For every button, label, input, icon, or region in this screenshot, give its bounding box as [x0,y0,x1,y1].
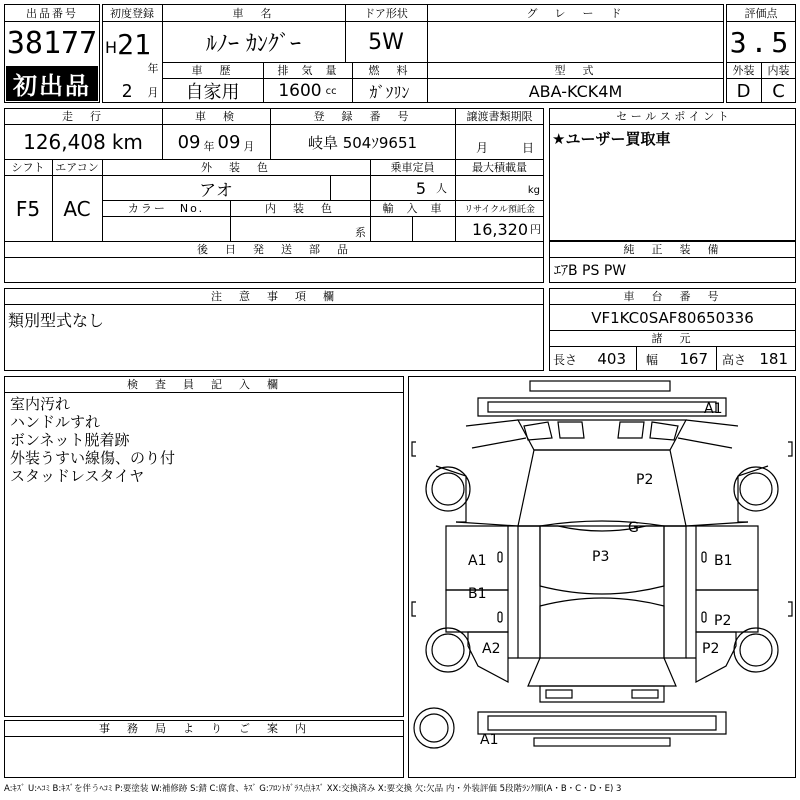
left-side-shape [436,466,508,590]
insp-year-unit: 年 [203,140,215,153]
first-reg-label: 初度登録 [110,6,154,20]
sales-point-text: ★ユーザー買取車 [552,129,671,148]
color-label: 外 装 色 [201,161,271,174]
mileage-unit: km [111,130,143,154]
seats-value: 5 [415,178,426,198]
height-value: 181 [759,350,788,368]
mark-roof: P3 [592,549,610,565]
recycle-unit: 円 [530,223,541,236]
score-label: 評価点 [744,6,778,20]
plate-number: 岐阜 504ｿ9651 [307,133,418,152]
body-front-shape [466,420,738,426]
car-diagram [408,376,796,778]
month-unit: 月 [147,86,159,99]
transfer-month-unit: 月 [475,140,488,155]
inspector-line: ハンドルすれ [10,413,101,431]
displacement-unit: cc [325,85,337,97]
shift-label: シフト [11,161,45,174]
chassis-number: VF1KC0SAF80650336 [591,308,754,327]
inspection [162,125,270,159]
width-value: 167 [679,350,708,368]
displacement-label: 排 気 量 [277,64,338,77]
load-label: 最大積載量 [472,161,527,174]
displacement [263,79,352,103]
recycle [455,217,544,241]
cabin-shape [518,526,540,658]
car-name-label: 車 名 [232,6,275,20]
mark-right-front-door: B1 [714,553,733,569]
interior-color-unit: 系 [355,226,366,239]
inspection-label: 車 検 [195,110,237,123]
era: H [104,37,118,57]
ext-grade-label: 外装 [732,64,755,77]
air-conditioner: AC [63,196,91,221]
body-outline [518,450,686,526]
color-no-label: カラー No. [127,202,205,215]
right-side-shape [696,466,768,590]
height [716,347,796,371]
year-unit: 年 [147,62,159,75]
transfer-day-unit: 日 [521,140,534,155]
width [636,347,716,371]
reg-year: 21 [117,27,151,61]
mark-hood: P2 [636,472,654,488]
model-code: ABA-KCK4M [528,81,623,101]
length [549,347,636,371]
ext-grade: D [736,80,751,102]
mark-left-rear-door: B1 [468,586,487,602]
length-value: 403 [597,350,626,368]
mark-left-rear-fender: A2 [482,641,501,657]
length-label: 長さ [553,352,578,367]
inspector-label: 検 査 員 記 入 欄 [127,378,281,391]
mark-right-rear-fender: P2 [702,641,720,657]
load-unit: kg [527,184,540,196]
inspector-line: ボンネット脱着跡 [10,431,130,449]
notes-text: 類別型式なし [8,310,105,330]
rear-bumper-shape [478,712,726,734]
mileage-value: 126,408 [23,130,106,154]
door-label: ドア形状 [364,6,408,20]
insp-month: 09 [217,131,241,153]
car-history: 自家用 [185,82,240,103]
import-label: 輸 入 車 [382,202,443,215]
fuel-label: 燃 料 [368,64,411,77]
reg-month: 2 [121,80,133,102]
inspector-line: 室内汚れ [10,395,71,413]
door-type: 5W [368,29,404,55]
first-listing-badge: 初出品 [6,66,98,101]
recycle-label: リサイクル預託金 [464,204,535,215]
chassis-label: 車 台 番 号 [623,290,722,303]
mark-right-rear-door: P2 [714,613,732,629]
grade [427,22,724,62]
wheel-front-left [426,467,470,511]
sales-point-label: セ ー ル ス ポ イ ン ト [616,110,729,123]
front-bumper-shape [478,398,726,416]
fuel-type: ｶﾞｿﾘﾝ [369,82,410,102]
shift: F5 [15,196,41,221]
notes-label: 注 意 事 項 欄 [211,290,337,303]
displacement-value: 1600 [278,81,322,101]
lot-number: 38177 [6,25,98,61]
equipment-label: 純 正 装 備 [623,243,722,256]
mark-left-front-door: A1 [468,553,487,569]
recycle-value: 16,320 [472,219,528,239]
ac-label: エアコン [55,161,99,174]
mark-rear: A1 [480,732,499,748]
history-label: 車 歴 [191,64,234,77]
equipment-text: ｴｱB PS PW [554,263,627,279]
mark-front: A1 [704,401,723,417]
height-label: 高さ [722,352,747,367]
car-name: ﾙﾉｰ ｶﾝｸﾞｰ [206,31,301,57]
insp-year: 09 [177,131,201,153]
exterior-color: アオ [199,180,233,201]
grade-label: グ レ ー ド [526,6,625,20]
mark-windshield: G [628,520,639,536]
inspector-line: 外装うすい線傷、のり付 [10,449,176,467]
int-grade: C [772,80,785,102]
seats-label: 乗車定員 [390,161,435,174]
front-plate-shape [530,381,670,391]
mileage [4,125,162,159]
dims-label: 諸 元 [651,332,694,345]
seats-unit: 人 [436,182,447,195]
insp-month-unit: 月 [243,140,255,153]
lot-number-label: 出品番号 [26,6,78,20]
model-label: 型 式 [554,64,597,77]
office-label: 事 務 局 よ り ご 案 内 [99,722,309,735]
mileage-label: 走 行 [62,110,104,123]
seats [370,176,455,200]
inspector-notes [10,395,400,485]
later-parts-label: 後 日 発 送 部 品 [197,243,351,256]
rear-shape [540,686,664,702]
int-grade-label: 内装 [767,64,790,77]
legend: A:ｷｽﾞ U:ﾍｺﾐ B:ｷｽﾞを伴うﾍｺﾐ P:要塗装 W:補修跡 S:錆 C:腐食、ｷｽﾞ G:ﾌﾛﾝﾄｶﾞﾗｽ点ｷｽﾞ XX:交換済み X:要交換 欠:欠品 内・外装評価 5段階ﾗﾝｸ順(A・B・C・D・E) 3 [4,784,622,794]
hood-shape [518,420,686,450]
interior-color-label: 内 装 色 [265,202,335,215]
score-value: 3.5 [729,25,793,59]
transfer-label: 譲渡書類期限 [466,110,533,123]
width-label: 幅 [646,352,659,367]
plate-label: 登 録 番 号 [313,110,412,123]
inspector-line: スタッドレスタイヤ [10,467,145,485]
